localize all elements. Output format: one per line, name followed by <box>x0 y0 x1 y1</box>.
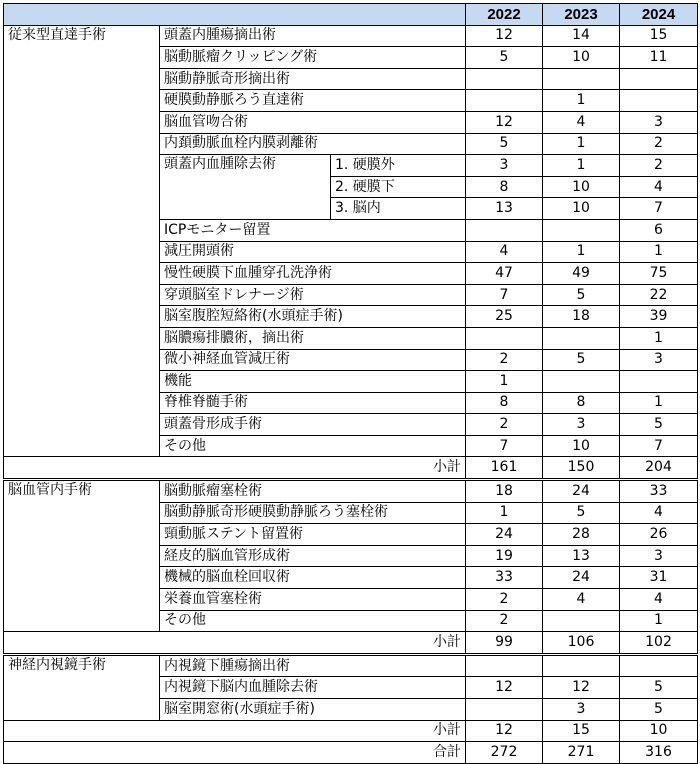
count-cell <box>466 90 543 112</box>
count-cell: 8 <box>466 392 543 414</box>
count-cell: 1 <box>620 241 698 263</box>
count-cell: 3 <box>543 699 620 721</box>
count-cell: 1 <box>543 133 620 155</box>
procedure-name: 硬膜動静脈ろう直達術 <box>160 90 466 112</box>
count-cell: 11 <box>620 47 698 69</box>
count-cell: 2 <box>620 133 698 155</box>
count-cell: 22 <box>620 284 698 306</box>
count-cell: 10 <box>543 47 620 69</box>
count-cell: 3 <box>543 414 620 436</box>
total-cell: 271 <box>543 742 620 764</box>
procedure-name: 頭蓋内腫瘍摘出術 <box>160 25 466 47</box>
procedure-name: 脳動脈瘤クリッピング術 <box>160 47 466 69</box>
count-cell: 7 <box>466 435 543 457</box>
count-cell: 15 <box>620 25 698 47</box>
count-cell: 3 <box>620 349 698 371</box>
count-cell: 3 <box>466 155 543 177</box>
count-cell: 5 <box>620 677 698 699</box>
count-cell: 49 <box>543 263 620 285</box>
count-cell: 12 <box>543 677 620 699</box>
count-cell <box>620 90 698 112</box>
count-cell: 13 <box>543 545 620 567</box>
procedure-name: 穿頭脳室ドレナージ術 <box>160 284 466 306</box>
year-header-2023: 2023 <box>543 4 620 26</box>
count-cell: 2 <box>466 414 543 436</box>
count-cell: 4 <box>620 589 698 611</box>
procedure-name: 脳室開窓術(水頭症手術) <box>160 699 466 721</box>
count-cell: 5 <box>543 349 620 371</box>
category-cell: 神経内視鏡手術 <box>4 654 160 720</box>
subtotal-row <box>4 457 698 480</box>
count-cell: 2 <box>466 589 543 611</box>
subtotal-label: 小計 <box>4 457 466 480</box>
procedure-name: 機械的脳血栓回収術 <box>160 567 466 589</box>
count-cell: 33 <box>620 480 698 503</box>
sub-procedure-name: 2. 硬膜下 <box>331 176 466 198</box>
count-cell <box>543 219 620 241</box>
procedure-name: 脳動静脈奇形硬膜動静脈ろう塞栓術 <box>160 502 466 524</box>
count-cell: 1 <box>620 392 698 414</box>
procedure-name: その他 <box>160 435 466 457</box>
total-cell: 316 <box>620 742 698 764</box>
surgery-count-table <box>3 3 698 764</box>
table-row <box>4 480 698 503</box>
subtotal-cell: 10 <box>620 720 698 742</box>
count-cell: 5 <box>620 414 698 436</box>
procedure-name: 経皮的脳血管形成術 <box>160 545 466 567</box>
count-cell <box>466 327 543 349</box>
procedure-name: 脳血管吻合術 <box>160 111 466 133</box>
count-cell <box>620 654 698 677</box>
count-cell: 7 <box>620 198 698 220</box>
subtotal-label: 小計 <box>4 632 466 655</box>
procedure-name: 慢性硬膜下血腫穿孔洗浄術 <box>160 263 466 285</box>
count-cell: 33 <box>466 567 543 589</box>
count-cell: 10 <box>543 198 620 220</box>
count-cell <box>543 654 620 677</box>
count-cell: 4 <box>543 111 620 133</box>
procedure-name: 内頚動脈血栓内膜剥離術 <box>160 133 466 155</box>
subtotal-cell: 106 <box>543 632 620 655</box>
subtotal-cell: 15 <box>543 720 620 742</box>
procedure-name: 内視鏡下腫瘍摘出術 <box>160 654 466 677</box>
count-cell: 26 <box>620 524 698 546</box>
total-cell: 272 <box>466 742 543 764</box>
count-cell: 12 <box>466 25 543 47</box>
count-cell: 7 <box>466 284 543 306</box>
count-cell: 5 <box>466 133 543 155</box>
count-cell <box>543 371 620 393</box>
procedure-name: 機能 <box>160 371 466 393</box>
count-cell: 1 <box>466 502 543 524</box>
year-header-2022: 2022 <box>466 4 543 26</box>
count-cell: 24 <box>466 524 543 546</box>
procedure-name: 脳膿瘍排膿術，摘出術 <box>160 327 466 349</box>
procedure-name: 頸動脈ステント留置術 <box>160 524 466 546</box>
count-cell: 8 <box>543 392 620 414</box>
count-cell <box>466 219 543 241</box>
count-cell <box>543 68 620 90</box>
count-cell: 31 <box>620 567 698 589</box>
procedure-name: 頭蓋骨形成手術 <box>160 414 466 436</box>
count-cell: 4 <box>543 589 620 611</box>
count-cell: 12 <box>466 677 543 699</box>
subtotal-cell: 99 <box>466 632 543 655</box>
count-cell: 4 <box>620 176 698 198</box>
count-cell: 4 <box>620 502 698 524</box>
procedure-name: 内視鏡下脳内血腫除去術 <box>160 677 466 699</box>
count-cell: 24 <box>543 567 620 589</box>
header-row <box>4 4 698 26</box>
count-cell <box>620 68 698 90</box>
category-cell: 従来型直達手術 <box>4 25 160 457</box>
procedure-name: 栄養血管塞栓術 <box>160 589 466 611</box>
subtotal-cell: 102 <box>620 632 698 655</box>
count-cell <box>466 699 543 721</box>
procedure-name: 脊椎脊髄手術 <box>160 392 466 414</box>
count-cell: 47 <box>466 263 543 285</box>
count-cell: 1 <box>543 155 620 177</box>
subtotal-cell: 150 <box>543 457 620 480</box>
count-cell: 8 <box>466 176 543 198</box>
count-cell: 28 <box>543 524 620 546</box>
count-cell <box>543 327 620 349</box>
count-cell: 1 <box>466 371 543 393</box>
count-cell: 10 <box>543 176 620 198</box>
count-cell: 1 <box>620 610 698 632</box>
total-label: 合計 <box>4 742 466 764</box>
subtotal-label: 小計 <box>4 720 466 742</box>
sub-procedure-name: 3. 脳内 <box>331 198 466 220</box>
count-cell: 75 <box>620 263 698 285</box>
count-cell: 5 <box>620 699 698 721</box>
subtotal-row <box>4 720 698 742</box>
count-cell: 24 <box>543 480 620 503</box>
procedure-name: 頭蓋内血腫除去術 <box>160 155 331 220</box>
procedure-name: その他 <box>160 610 466 632</box>
procedure-name: 減圧開頭術 <box>160 241 466 263</box>
count-cell: 14 <box>543 25 620 47</box>
subtotal-cell: 12 <box>466 720 543 742</box>
count-cell: 6 <box>620 219 698 241</box>
count-cell <box>466 68 543 90</box>
table-row <box>4 654 698 677</box>
subtotal-row <box>4 632 698 655</box>
count-cell: 1 <box>620 327 698 349</box>
count-cell <box>466 654 543 677</box>
surgery-table-container <box>3 3 698 764</box>
count-cell: 39 <box>620 306 698 328</box>
count-cell: 18 <box>466 480 543 503</box>
count-cell: 3 <box>620 545 698 567</box>
total-row <box>4 742 698 764</box>
subtotal-cell: 204 <box>620 457 698 480</box>
count-cell: 5 <box>466 47 543 69</box>
header-blank-cell <box>4 4 466 26</box>
count-cell: 18 <box>543 306 620 328</box>
count-cell: 4 <box>466 241 543 263</box>
count-cell: 2 <box>620 155 698 177</box>
count-cell: 12 <box>466 111 543 133</box>
count-cell: 7 <box>620 435 698 457</box>
sub-procedure-name: 1. 硬膜外 <box>331 155 466 177</box>
count-cell: 13 <box>466 198 543 220</box>
count-cell: 19 <box>466 545 543 567</box>
category-cell: 脳血管内手術 <box>4 480 160 632</box>
procedure-name: 脳室腹腔短絡術(水頭症手術) <box>160 306 466 328</box>
count-cell: 10 <box>543 435 620 457</box>
procedure-name: 脳動脈瘤塞栓術 <box>160 480 466 503</box>
procedure-name: ICPモニター留置 <box>160 219 466 241</box>
procedure-name: 微小神経血管減圧術 <box>160 349 466 371</box>
table-row <box>4 25 698 47</box>
count-cell: 1 <box>543 90 620 112</box>
count-cell <box>620 371 698 393</box>
count-cell: 1 <box>543 241 620 263</box>
count-cell <box>543 610 620 632</box>
count-cell: 25 <box>466 306 543 328</box>
subtotal-cell: 161 <box>466 457 543 480</box>
count-cell: 5 <box>543 284 620 306</box>
procedure-name: 脳動静脈奇形摘出術 <box>160 68 466 90</box>
count-cell: 2 <box>466 349 543 371</box>
year-header-2024: 2024 <box>620 4 698 26</box>
count-cell: 3 <box>620 111 698 133</box>
count-cell: 2 <box>466 610 543 632</box>
count-cell: 5 <box>543 502 620 524</box>
